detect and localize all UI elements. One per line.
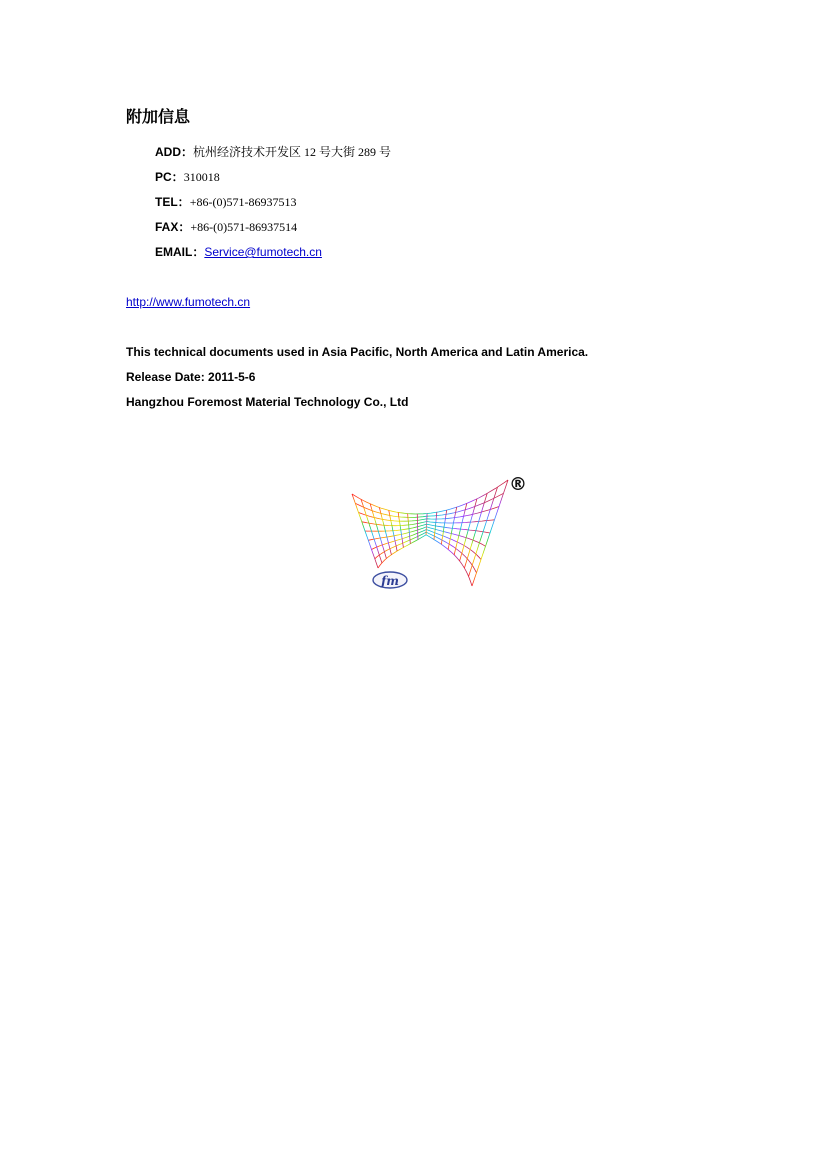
contact-tel (155, 193, 391, 218)
email-label: EMAIL (155, 245, 193, 259)
contact-email (155, 243, 391, 268)
contact-list (155, 143, 391, 268)
postcode-label: PC (155, 170, 172, 184)
registered-mark: ® (509, 474, 527, 495)
website-line (126, 293, 250, 311)
logo-emblem-text: fm (381, 574, 399, 588)
usage-statement: This technical documents used in Asia Pacific, North America and Latin America. (126, 345, 589, 359)
tel-value: +86-(0)571-86937513 (189, 195, 297, 209)
postcode-value: 310018 (183, 170, 220, 184)
page-title: 附加信息 (126, 107, 191, 126)
contact-fax (155, 218, 391, 243)
tel-label: TEL (155, 195, 178, 209)
fax-value: +86-(0)571-86937514 (190, 220, 298, 234)
fumotech-logo-icon (312, 468, 534, 606)
logo-mesh (352, 480, 508, 586)
email-separator: ： (192, 245, 205, 259)
contact-address (155, 143, 391, 168)
address-label: ADD (155, 145, 181, 159)
company-name: Hangzhou Foremost Material Technology Co., Ltd (126, 395, 409, 409)
address-value: 杭州经济技术开发区 12 号大街 289 号 (193, 145, 392, 159)
postcode-separator: ： (171, 170, 184, 184)
release-date: Release Date: 2011-5-6 (126, 370, 256, 384)
tel-separator: ： (177, 195, 190, 209)
contact-postcode (155, 168, 391, 193)
fax-label: FAX (155, 220, 179, 234)
website-link[interactable]: http://www.fumotech.cn (126, 295, 251, 309)
fax-separator: ： (178, 220, 191, 234)
address-separator: ： (181, 145, 194, 159)
company-logo (312, 468, 534, 606)
email-link[interactable]: Service@fumotech.cn (204, 245, 322, 259)
document-footer (126, 343, 588, 418)
